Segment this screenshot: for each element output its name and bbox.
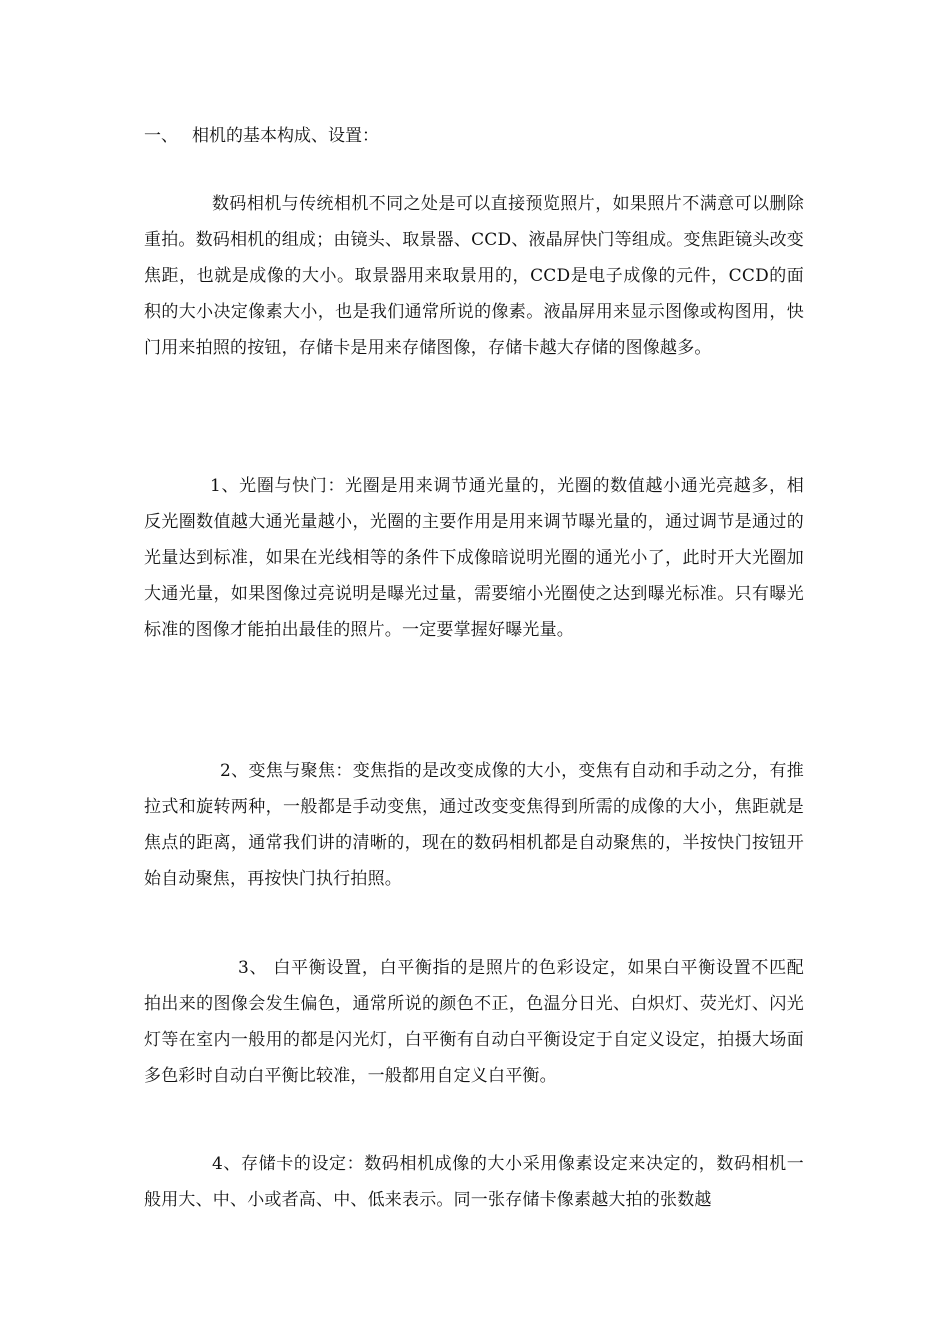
memory-card-paragraph: 4、存储卡的设定：数码相机成像的大小采用像素设定来决定的，数码相机一般用大、中、小或者高、中、低来表示。同一张存储卡像素越大拍的张数越 — [144, 1154, 804, 1210]
section-title: 相机的基本构成、设置： — [192, 126, 379, 146]
section-heading — [144, 122, 379, 150]
intro-paragraph: 数码相机与传统相机不同之处是可以直接预览照片，如果照片不满意可以删除重拍。数码相机的组成；由镜头、取景器、CCD、液晶屏快门等组成。变焦距镜头改变焦距，也就是成像的大小。取景器用来取景用的，CCD是电子成像的元件，CCD的面积的大小决定像素大小，也是我们通常所说的像素。液晶屏用来显示图像或构图用，快门用来拍照的按钮，存储卡是用来存储图像，存储卡越大存储的图像越多。 — [144, 194, 804, 358]
white-balance-paragraph: 3、 白平衡设置，白平衡指的是照片的色彩设定，如果白平衡设置不匹配拍出来的图像会发生偏色，通常所说的颜色不正，色温分日光、白炽灯、荧光灯、闪光灯等在室内一般用的都是闪光灯，白平衡有自动白平衡设定于自定义设定，拍摄大场面多色彩时自动白平衡比较准，一般都用自定义白平衡。 — [144, 958, 804, 1086]
aperture-shutter-paragraph: 1、光圈与快门：光圈是用来调节通光量的，光圈的数值越小通光亮越多，相反光圈数值越大通光量越小，光圈的主要作用是用来调节曝光量的，通过调节是通过的光量达到标准，如果在光线相等的条件下成像暗说明光圈的通光小了，此时开大光圈加大通光量，如果图像过亮说明是曝光过量，需要缩小光圈使之达到曝光标准。只有曝光标准的图像才能拍出最佳的照片。一定要掌握好曝光量。 — [144, 476, 804, 640]
zoom-focus-paragraph: 2、变焦与聚焦：变焦指的是改变成像的大小，变焦有自动和手动之分，有推拉式和旋转两种，一般都是手动变焦，通过改变变焦得到所需的成像的大小，焦距就是焦点的距离，通常我们讲的清晰的，现在的数码相机都是自动聚焦的，半按快门按钮开始自动聚焦，再按快门执行拍照。 — [144, 761, 804, 889]
section-number: 一、 — [144, 126, 178, 146]
